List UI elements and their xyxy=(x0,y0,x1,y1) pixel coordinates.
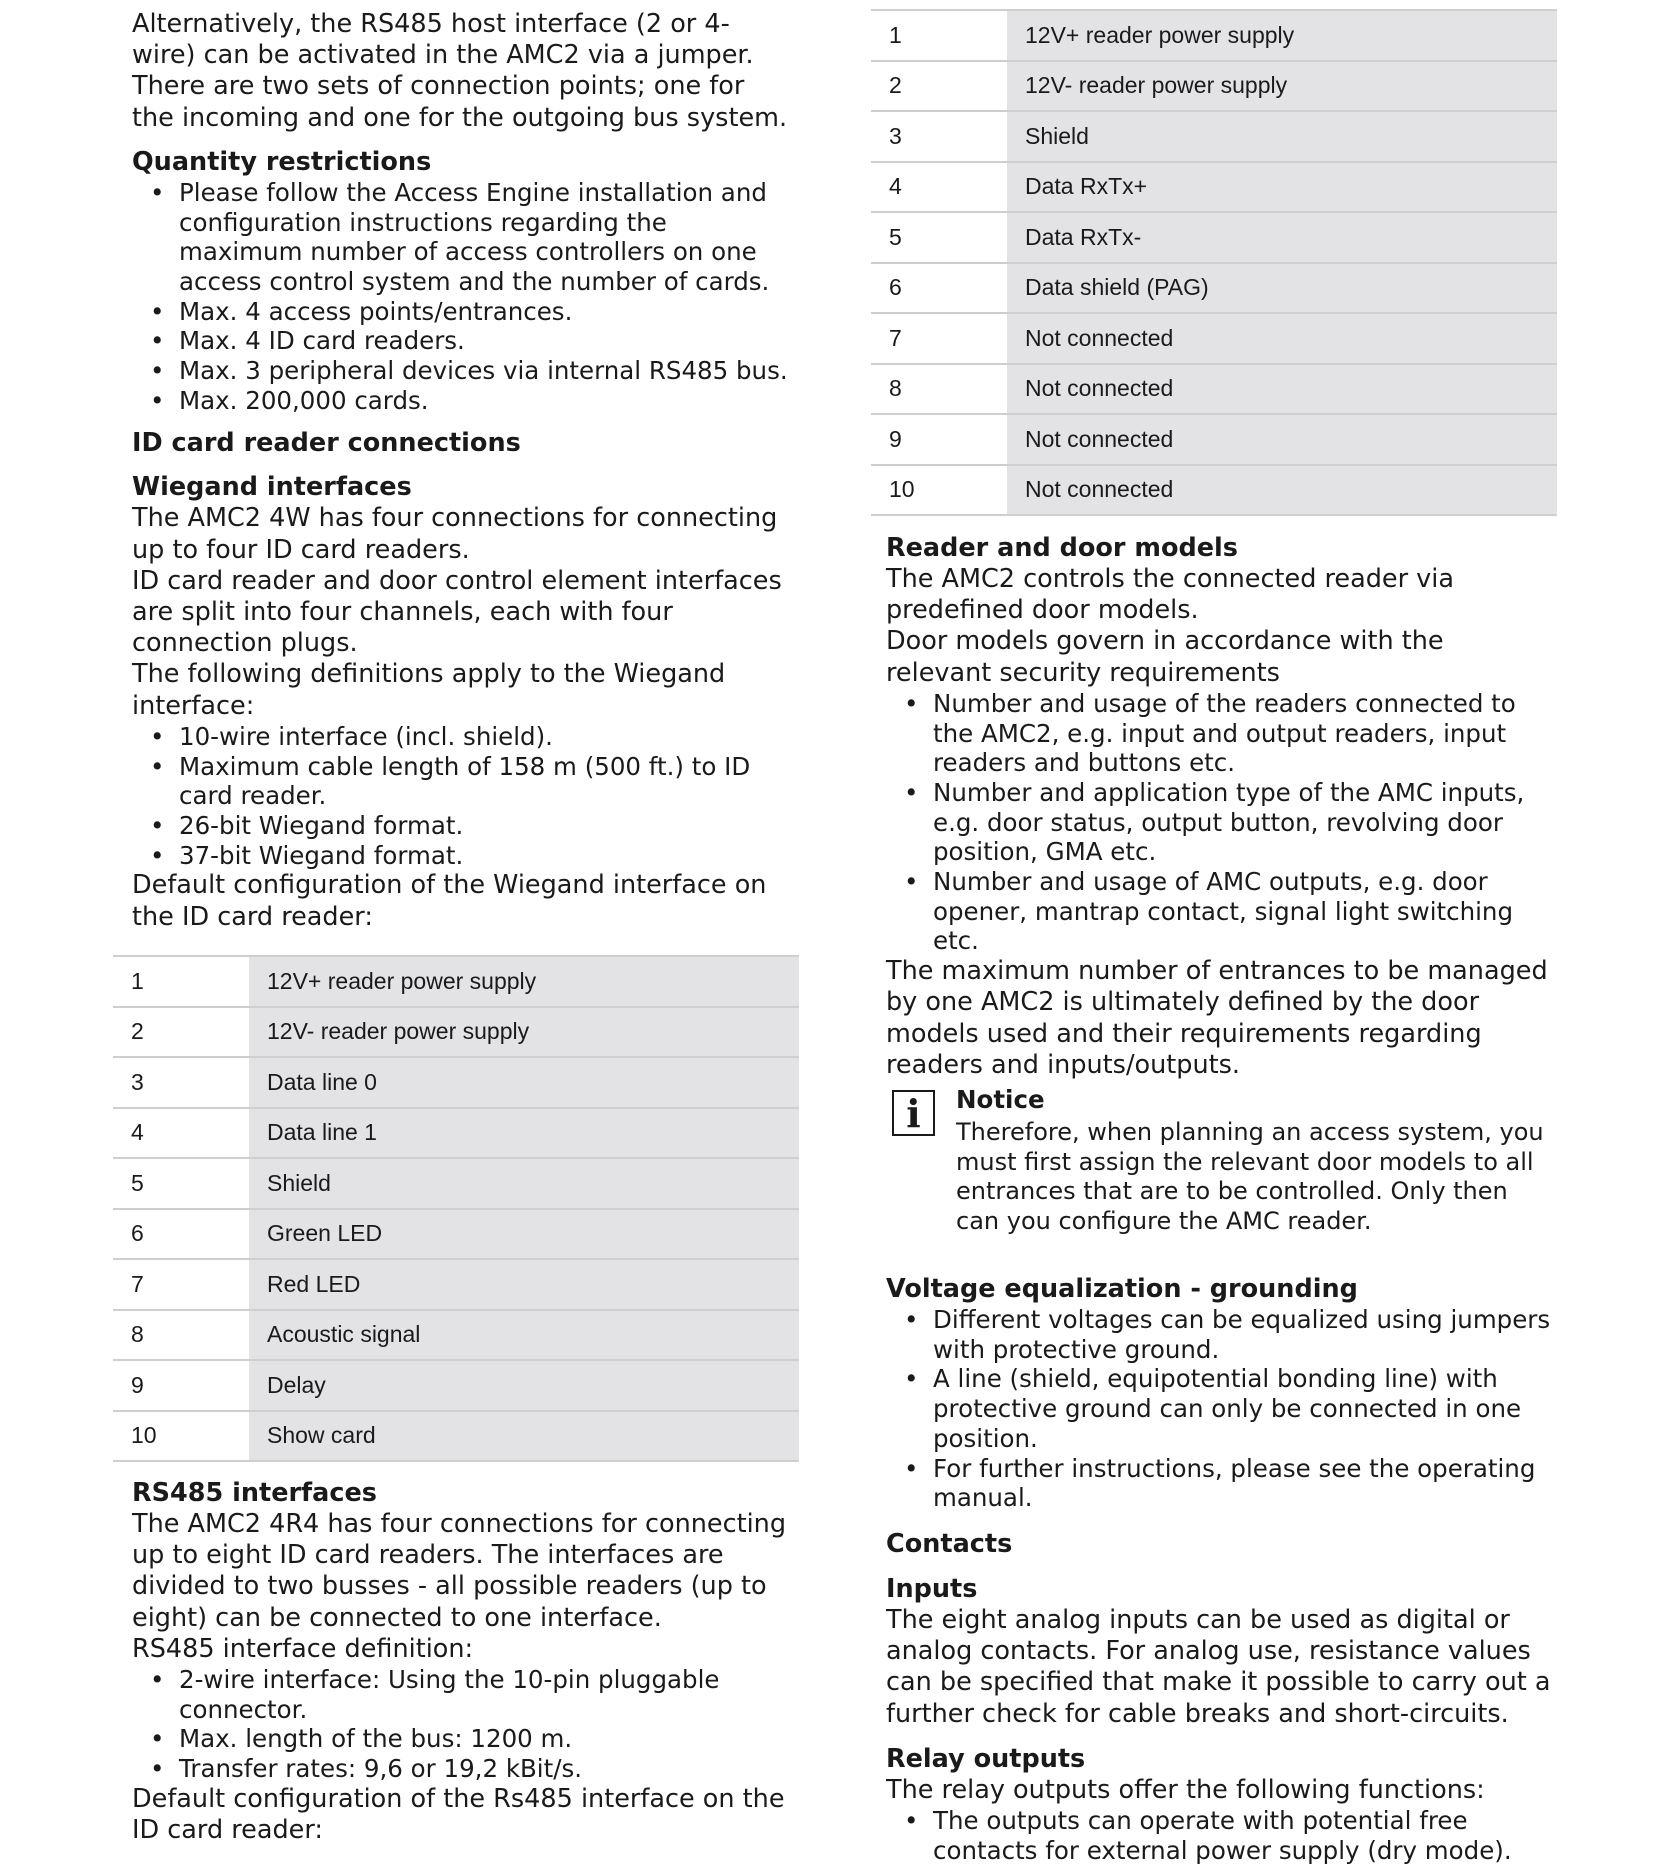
list-item: • 26-bit Wiegand format. xyxy=(132,811,792,841)
pin-description: Red LED xyxy=(249,1259,799,1310)
info-icon: i xyxy=(892,1090,935,1136)
pin-description: Data line 0 xyxy=(249,1057,799,1108)
pin-number: 7 xyxy=(871,313,1007,364)
list-item: • 10-wire interface (incl. shield). xyxy=(132,722,792,752)
door-heading: Reader and door models xyxy=(886,533,1238,563)
pin-description: Green LED xyxy=(249,1209,799,1260)
table-row xyxy=(871,313,1557,364)
notice-body xyxy=(956,1085,1546,1236)
pin-number: 4 xyxy=(113,1108,249,1159)
inputs-heading: Inputs xyxy=(886,1573,978,1604)
list-item: • Number and usage of AMC outputs, e.g. door opener, mantrap contact, signal light switching etc. xyxy=(886,867,1556,956)
pin-description: Not connected xyxy=(1007,364,1557,415)
notice-title: Notice xyxy=(956,1085,1045,1114)
notice-box xyxy=(886,1085,1586,1236)
relay-paragraph: The relay outputs offer the following functions: xyxy=(886,1774,1485,1805)
rs485-paragraph: RS485 interface definition: xyxy=(132,1633,474,1664)
list-item: • For further instructions, please see the operating manual. xyxy=(886,1454,1556,1513)
table-row xyxy=(113,1057,799,1108)
list-item: • Number and application type of the AMC inputs, e.g. door status, output button, revolving door position, GMA etc. xyxy=(886,778,1556,867)
list-item: • Different voltages can be equalized using jumpers with protective ground. xyxy=(886,1305,1556,1364)
table-row xyxy=(113,1209,799,1260)
door-paragraph: The AMC2 controls the connected reader via predefined door models. xyxy=(886,564,1454,626)
pin-description: Delay xyxy=(249,1360,799,1411)
rs485-heading: RS485 interfaces xyxy=(132,1478,377,1508)
pin-number: 9 xyxy=(871,414,1007,465)
wiegand-list xyxy=(132,722,792,871)
idcard-heading: ID card reader connections xyxy=(132,428,521,459)
wiegand-paragraph: ID card reader and door control element interfaces are split into four channels, each with four connection plugs. xyxy=(132,565,782,659)
list-item: • Max. 3 peripheral devices via internal RS485 bus. xyxy=(132,356,792,386)
pin-number: 2 xyxy=(113,1007,249,1058)
pin-number: 4 xyxy=(871,162,1007,213)
relay-heading: Relay outputs xyxy=(886,1743,1086,1774)
wiegand-paragraph: The AMC2 4W has four connections for connecting up to four ID card readers. xyxy=(132,503,778,565)
pin-number: 2 xyxy=(871,61,1007,112)
voltage-section xyxy=(886,1274,1556,1865)
rs485-section xyxy=(132,1478,792,1846)
quantity-list xyxy=(132,178,792,416)
pin-number: 8 xyxy=(113,1310,249,1361)
table-row xyxy=(871,465,1557,516)
pin-number: 3 xyxy=(871,111,1007,162)
table-row xyxy=(113,1158,799,1209)
rs485-list xyxy=(132,1665,792,1784)
pin-number: 7 xyxy=(113,1259,249,1310)
table-row xyxy=(871,10,1557,61)
pin-number: 6 xyxy=(871,263,1007,314)
pin-description: Data shield (PAG) xyxy=(1007,263,1557,314)
table-row xyxy=(113,956,799,1007)
notice-text: Therefore, when planning an access system, you must first assign the relevant door models to all entrances that are to be controlled. Only then can you configure the AMC reader. xyxy=(956,1118,1544,1235)
table-row xyxy=(871,111,1557,162)
wiegand-paragraph: The following definitions apply to the Wiegand interface: xyxy=(132,659,726,721)
intro-paragraph: Alternatively, the RS485 host interface (2 or 4-wire) can be activated in the AMC2 via a jumper. There are two sets of connection points; one for the incoming and one for the outgoing bus system. xyxy=(132,9,788,133)
pin-description: Not connected xyxy=(1007,414,1557,465)
pin-description: Show card xyxy=(249,1411,799,1462)
pin-description: Data RxTx- xyxy=(1007,212,1557,263)
list-item: • 2-wire interface: Using the 10-pin pluggable connector. xyxy=(132,1665,792,1724)
pin-description: Shield xyxy=(1007,111,1557,162)
list-item: • Maximum cable length of 158 m (500 ft.) to ID card reader. xyxy=(132,752,792,811)
pin-description: 12V+ reader power supply xyxy=(1007,10,1557,61)
rs485-paragraph: The AMC2 4R4 has four connections for connecting up to eight ID card readers. The interfaces are divided to two busses - all possible readers (up to eight) can be connected to one interface. xyxy=(132,1509,787,1633)
table-row xyxy=(113,1007,799,1058)
table-row xyxy=(871,263,1557,314)
pin-description: Not connected xyxy=(1007,465,1557,516)
list-item: • Transfer rates: 9,6 or 19,2 kBit/s. xyxy=(132,1754,792,1784)
list-item: • Max. 200,000 cards. xyxy=(132,386,792,416)
pin-description: 12V- reader power supply xyxy=(249,1007,799,1058)
table-row xyxy=(871,364,1557,415)
pin-number: 1 xyxy=(871,10,1007,61)
pin-description: 12V- reader power supply xyxy=(1007,61,1557,112)
contacts-heading: Contacts xyxy=(886,1528,1013,1559)
list-item: • 37-bit Wiegand format. xyxy=(132,841,792,871)
pin-number: 5 xyxy=(113,1158,249,1209)
relay-list xyxy=(886,1806,1556,1865)
pin-description: Data line 1 xyxy=(249,1108,799,1159)
pin-description: 12V+ reader power supply xyxy=(249,956,799,1007)
wiegand-pin-table xyxy=(113,955,799,1462)
table-row xyxy=(871,162,1557,213)
pin-number: 9 xyxy=(113,1360,249,1411)
pin-description: Shield xyxy=(249,1158,799,1209)
quantity-heading: Quantity restrictions xyxy=(132,146,432,177)
pin-number: 3 xyxy=(113,1057,249,1108)
voltage-list xyxy=(886,1305,1556,1513)
door-list xyxy=(886,689,1556,956)
pin-number: 1 xyxy=(113,956,249,1007)
voltage-heading: Voltage equalization - grounding xyxy=(886,1274,1358,1304)
list-item: • A line (shield, equipotential bonding line) with protective ground can only be connected in one position. xyxy=(886,1364,1556,1453)
pin-description: Not connected xyxy=(1007,313,1557,364)
list-item: • The outputs can operate with potential free contacts for external power supply (dry mode). xyxy=(886,1806,1556,1865)
rs485-pin-table xyxy=(871,9,1557,516)
list-item: • Max. length of the bus: 1200 m. xyxy=(132,1724,792,1754)
wiegand-default-text: Default configuration of the Wiegand interface on the ID card reader: xyxy=(132,870,767,932)
table-row xyxy=(113,1360,799,1411)
pin-description: Data RxTx+ xyxy=(1007,162,1557,213)
list-item: • Max. 4 access points/entrances. xyxy=(132,297,792,327)
door-max-text: The maximum number of entrances to be managed by one AMC2 is ultimately defined by the door models used and their requirements regarding readers and inputs/outputs. xyxy=(886,956,1548,1080)
list-item: • Number and usage of the readers connected to the AMC2, e.g. input and output readers, input readers and buttons etc. xyxy=(886,689,1556,778)
table-row xyxy=(113,1310,799,1361)
table-row xyxy=(871,61,1557,112)
pin-number: 6 xyxy=(113,1209,249,1260)
table-row xyxy=(113,1108,799,1159)
list-item: • Please follow the Access Engine installation and configuration instructions regarding the maximum number of access controllers on one access control system and the number of cards. xyxy=(132,178,792,297)
door-paragraph: Door models govern in accordance with the relevant security requirements xyxy=(886,626,1444,688)
table-row xyxy=(871,414,1557,465)
pin-number: 5 xyxy=(871,212,1007,263)
pin-description: Acoustic signal xyxy=(249,1310,799,1361)
pin-number: 8 xyxy=(871,364,1007,415)
wiegand-heading: Wiegand interfaces xyxy=(132,472,412,503)
table-row xyxy=(871,212,1557,263)
rs485-default-text: Default configuration of the Rs485 interface on the ID card reader: xyxy=(132,1783,785,1846)
table-row xyxy=(113,1259,799,1310)
inputs-paragraph: The eight analog inputs can be used as digital or analog contacts. For analog use, resistance values can be specified that make it possible to carry out a further check for cable breaks and short-circuits. xyxy=(886,1604,1551,1729)
left-column xyxy=(132,0,792,933)
pin-number: 10 xyxy=(871,465,1007,516)
table-row xyxy=(113,1411,799,1462)
door-models-section xyxy=(886,533,1556,1081)
list-item: • Max. 4 ID card readers. xyxy=(132,326,792,356)
pin-number: 10 xyxy=(113,1411,249,1462)
